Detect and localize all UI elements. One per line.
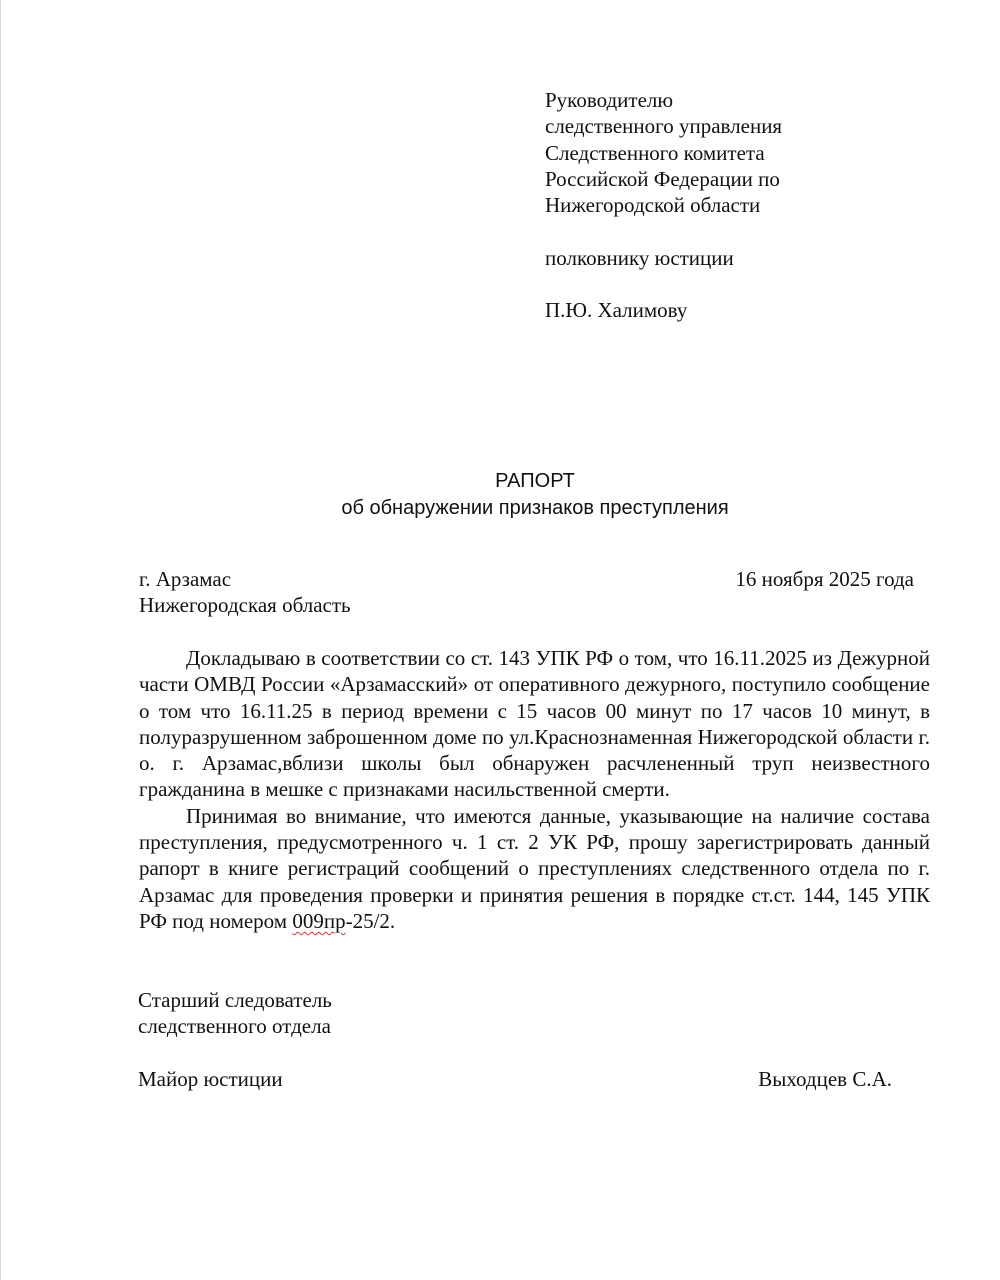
- body-paragraph-1: Докладываю в соответствии со ст. 143 УПК РФ о том, что 16.11.2025 из Дежурной части ОМВД России «Арзамасский» от оперативного дежурного, поступило сообщение о том что 16.11.25 в период времени с 15 часов 00 минут по 17 часов 10 минут, в полуразрушенном заброшенном доме по ул.Краснознаменная Нижегородской области г. о. г. Арзамас,вблизи школы был обнаружен расчлененный труп неизвестного гражданина в мешке с признаками насильственной смерти.: [139, 646, 930, 802]
- addressee-name: П.Ю. Халимову: [545, 298, 688, 323]
- addressee-line: Следственного комитета: [545, 140, 765, 165]
- paragraph-2-text: Принимая во внимание, что имеются данные, указывающие на наличие состава преступления, предусмотренного ч. 1 ст. 2 УК РФ, прошу зарегистрировать данный рапорт в книге регистраций сообщений о преступлениях следственного отдела по г. Арзамас для проведения проверки и принятия решения в порядке ст.ст. 144, 145 УПК РФ под номером: [139, 803, 930, 933]
- document-date: 16 ноября 2025 года: [735, 567, 914, 591]
- addressee-block: [545, 87, 965, 324]
- city: г. Арзамас: [139, 567, 232, 591]
- addressee-line: следственного управления: [545, 114, 783, 139]
- report-body: [139, 645, 930, 934]
- signer-position-line-1: Старший следователь: [138, 988, 332, 1012]
- signer-name: Выходцев С.А.: [758, 1066, 892, 1091]
- signature-block: [138, 987, 892, 1092]
- region: Нижегородская область: [139, 593, 351, 618]
- document-title: РАПОРТ: [495, 470, 575, 492]
- body-paragraph-2: [139, 803, 930, 934]
- place-date-block: [139, 566, 914, 619]
- addressee-line: Руководителю: [545, 88, 674, 112]
- document-heading: [0, 468, 1000, 522]
- page-edge: [0, 0, 1, 1280]
- document-subtitle: об обнаружении признаков преступления: [341, 497, 729, 519]
- signer-rank: Майор юстиции: [138, 1066, 283, 1091]
- addressee-rank: полковнику юстиции: [545, 245, 734, 270]
- registration-number-marked: 009пр: [292, 908, 346, 933]
- addressee-line: Российской Федерации по: [545, 166, 780, 191]
- signer-position-line-2: следственного отдела: [138, 1014, 331, 1039]
- addressee-line: Нижегородской области: [545, 193, 761, 218]
- registration-number-suffix: -25/2.: [345, 908, 396, 933]
